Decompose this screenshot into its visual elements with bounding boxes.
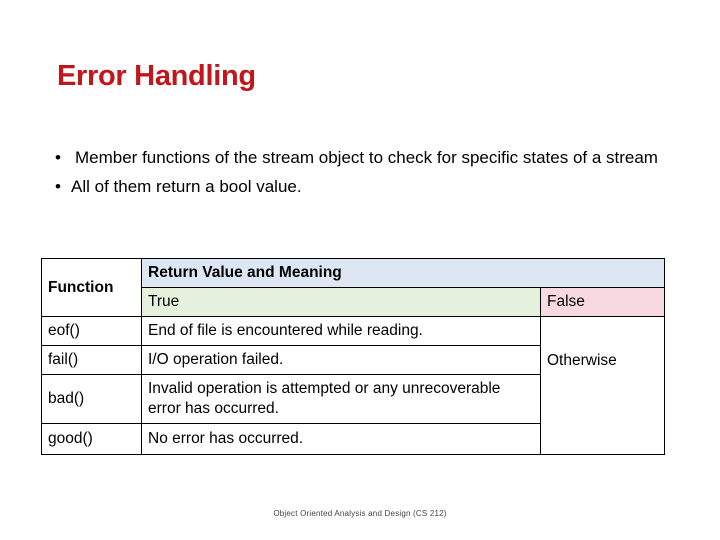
bullet-item-1 <box>55 147 675 168</box>
slide-footer: Object Oriented Analysis and Design (CS 212) <box>273 509 447 518</box>
header-false: False <box>541 288 665 317</box>
bullet-text: Member functions of the stream object to check for specific states of a stream <box>75 148 658 167</box>
header-true: True <box>142 288 541 317</box>
stream-state-table <box>41 258 665 455</box>
bullet-text: All of them return a bool value. <box>71 177 302 196</box>
true-meaning: No error has occurred. <box>142 424 541 455</box>
bullet-item-2 <box>55 176 675 197</box>
bullet-icon: • <box>55 177 61 196</box>
bullet-list <box>55 147 675 205</box>
header-function: Function <box>42 259 142 317</box>
function-name: bad() <box>42 375 142 424</box>
function-name: good() <box>42 424 142 455</box>
table-header-row <box>42 259 665 288</box>
header-return-value: Return Value and Meaning <box>142 259 665 288</box>
bullet-icon: • <box>55 148 61 167</box>
true-meaning: I/O operation failed. <box>142 346 541 375</box>
true-meaning: Invalid operation is attempted or any unrecoverable error has occurred. <box>142 375 541 424</box>
slide-title: Error Handling <box>57 60 256 92</box>
false-meaning: Otherwise <box>541 317 665 455</box>
function-name: eof() <box>42 317 142 346</box>
true-meaning: End of file is encountered while reading. <box>142 317 541 346</box>
table-row <box>42 317 665 346</box>
function-name: fail() <box>42 346 142 375</box>
